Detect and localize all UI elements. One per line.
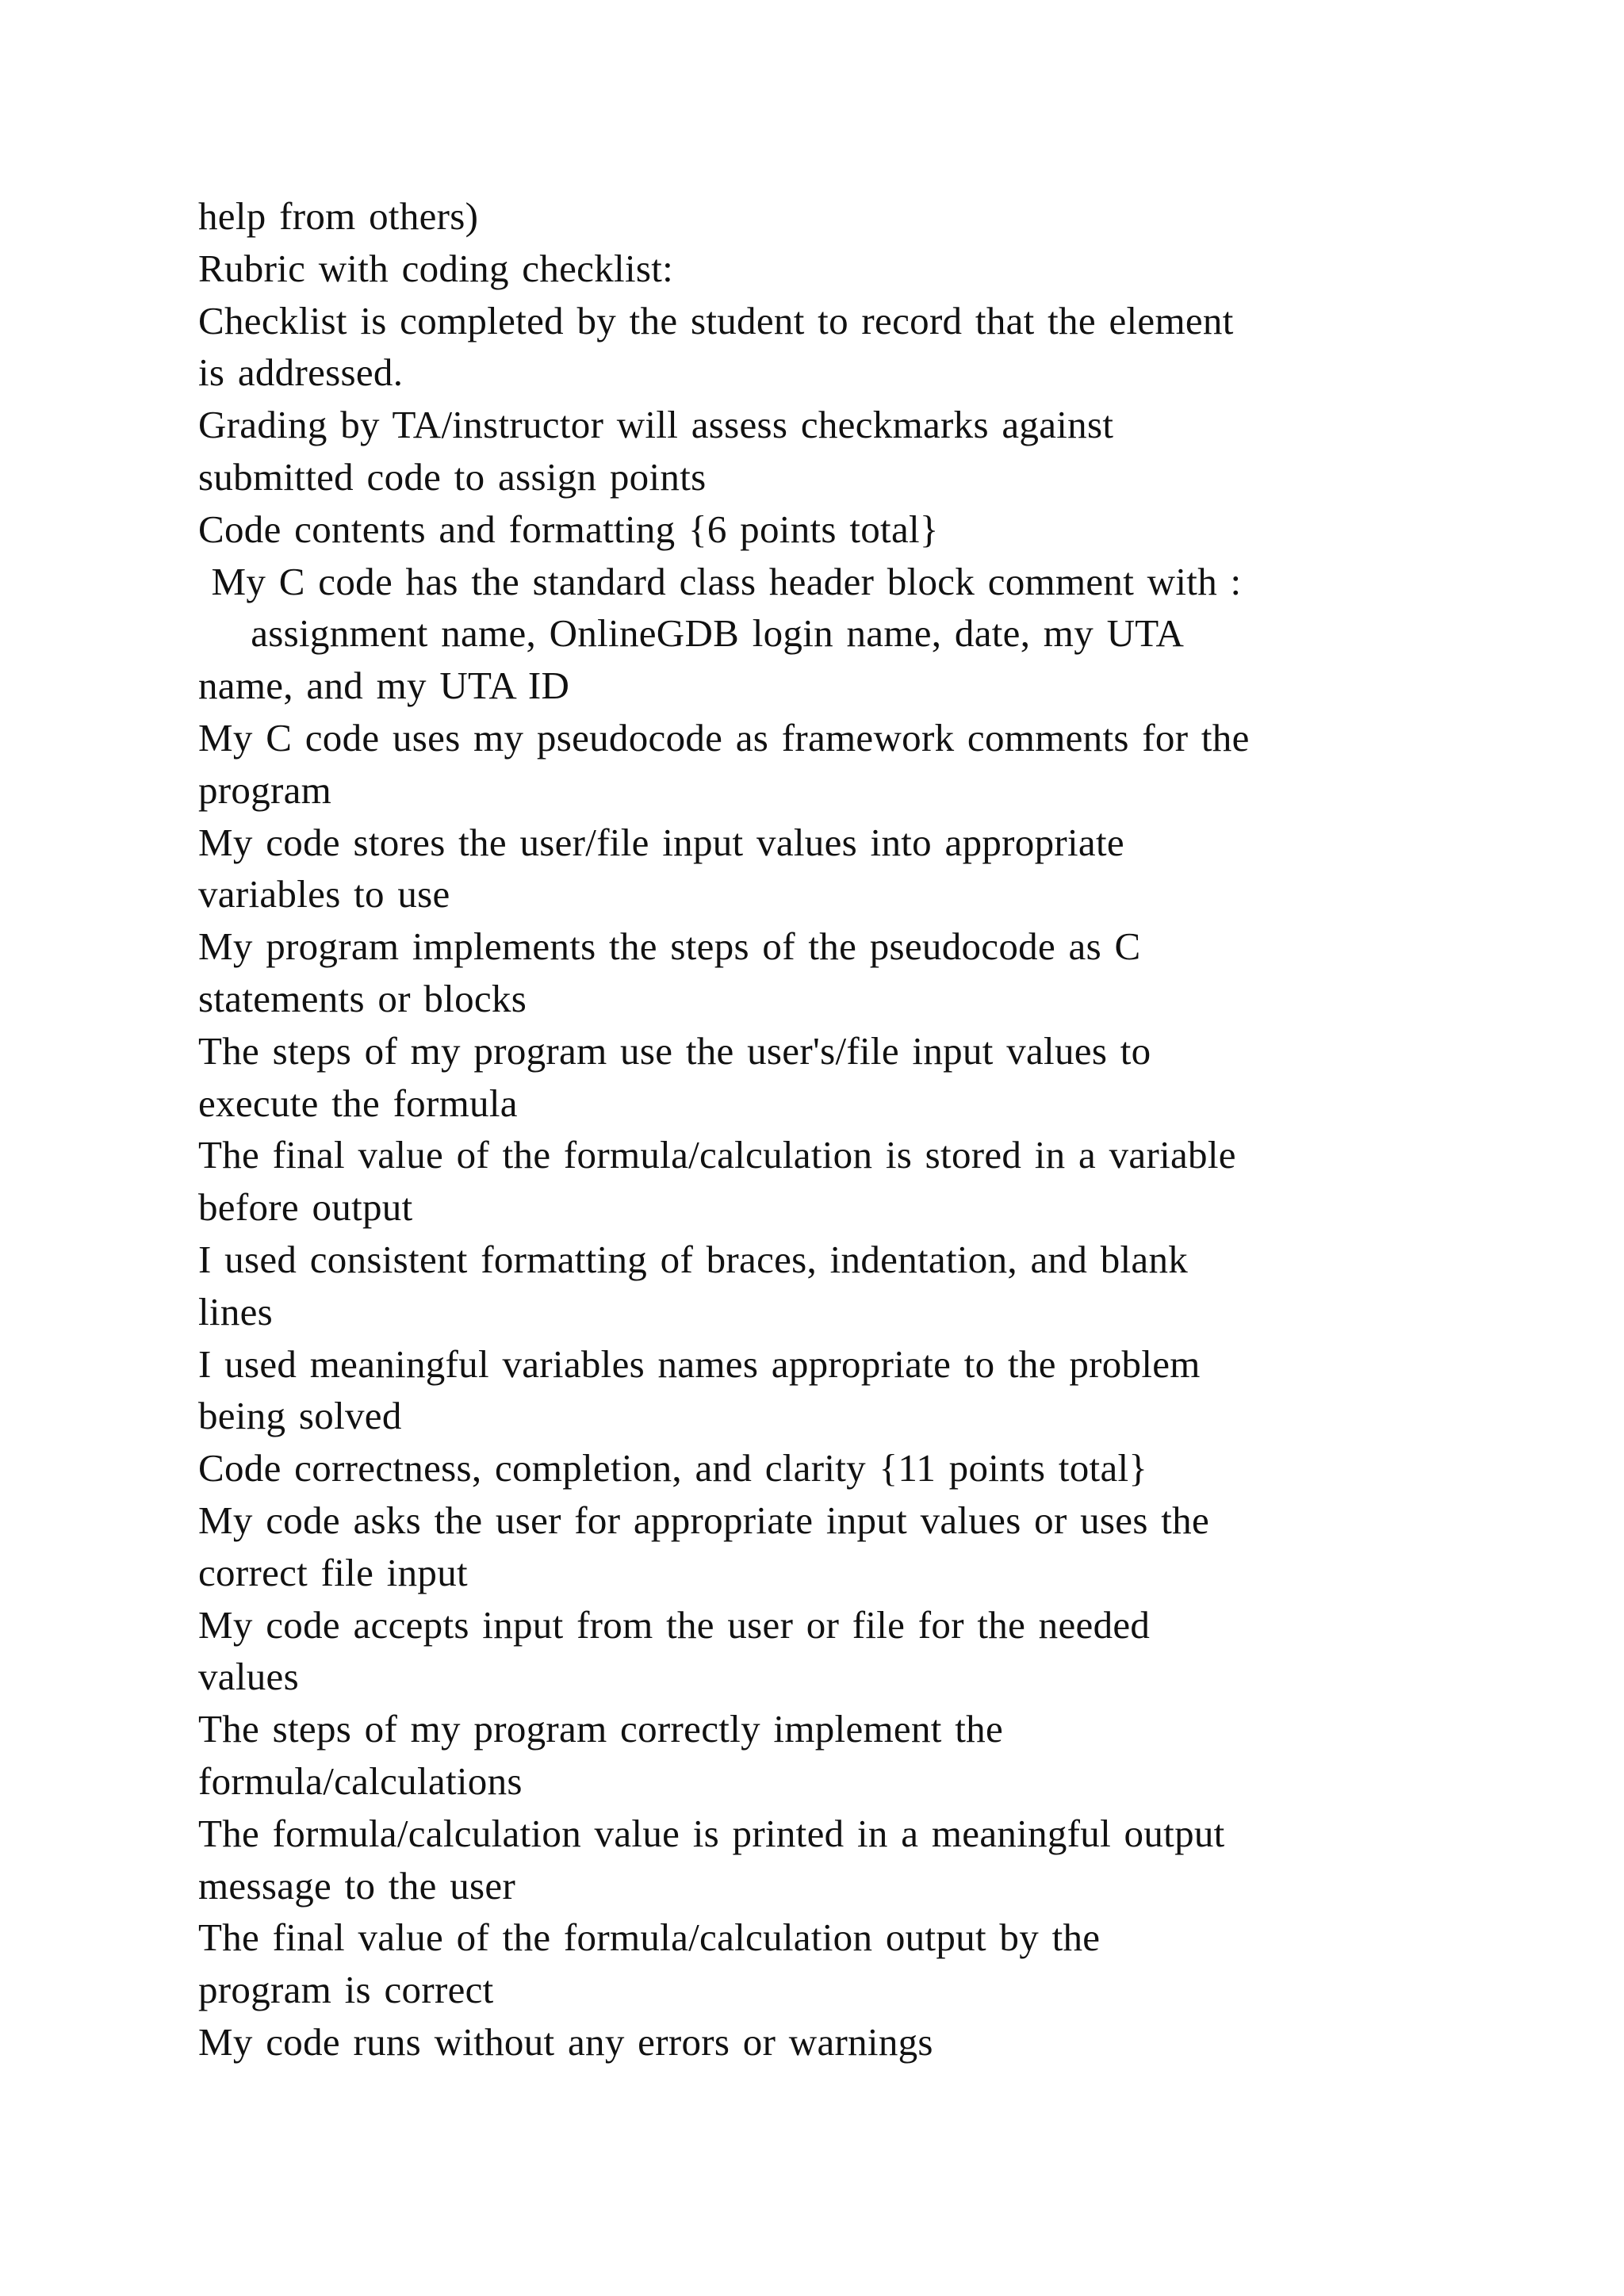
text-line: variables to use (198, 872, 450, 916)
text-line: My C code uses my pseudocode as framework comments for the (198, 715, 1250, 760)
text-line: help from others) (198, 194, 479, 238)
text-line: before output (198, 1185, 413, 1230)
text-line: program is correct (198, 1968, 494, 2012)
text-line: being solved (198, 1394, 402, 1438)
text-line: program (198, 767, 332, 812)
text-line: statements or blocks (198, 976, 527, 1020)
text-line: My code asks the user for appropriate input values or uses the (198, 1498, 1210, 1542)
text-line: Grading by TA/instructor will assess checkmarks against (198, 403, 1114, 447)
text-line: The final value of the formula/calculation output by the (198, 1915, 1101, 1960)
text-line: correct file input (198, 1550, 468, 1594)
text-line: lines (198, 1289, 274, 1334)
section-heading: Code contents and formatting {6 points total} (198, 507, 939, 551)
text-line: Checklist is completed by the student to record that the element (198, 298, 1234, 342)
text-line: The steps of my program use the user's/file input values to (198, 1028, 1151, 1073)
text-line: execute the formula (198, 1081, 518, 1125)
text-line: The final value of the formula/calculation is stored in a variable (198, 1133, 1236, 1177)
text-line: My code runs without any errors or warnings (198, 2019, 933, 2064)
document-body (198, 190, 1507, 2068)
text-line: My code accepts input from the user or file for the needed (198, 1602, 1151, 1647)
text-line: My program implements the steps of the pseudocode as C (198, 924, 1141, 969)
text-line: I used meaningful variables names appropriate to the problem (198, 1341, 1201, 1386)
text-line: message to the user (198, 1863, 516, 1908)
section-heading: Code correctness, completion, and clarity {11 points total} (198, 1446, 1148, 1490)
text-line: My C code has the standard class header block comment with : (198, 559, 1242, 603)
text-line: formula/calculations (198, 1758, 523, 1803)
text-line: My code stores the user/file input values into appropriate (198, 820, 1124, 864)
text-line: is addressed. (198, 350, 404, 395)
text-line: The formula/calculation value is printed in a meaningful output (198, 1811, 1225, 1855)
text-line: I used consistent formatting of braces, indentation, and blank (198, 1237, 1189, 1281)
text-line: values (198, 1655, 299, 1699)
text-line: assignment name, OnlineGDB login name, date, my UTA (198, 611, 1185, 656)
text-line: name, and my UTA ID (198, 664, 570, 708)
text-line: submitted code to assign points (198, 454, 707, 499)
text-line: Rubric with coding checklist: (198, 246, 674, 290)
text-line: The steps of my program correctly implement the (198, 1707, 1003, 1751)
